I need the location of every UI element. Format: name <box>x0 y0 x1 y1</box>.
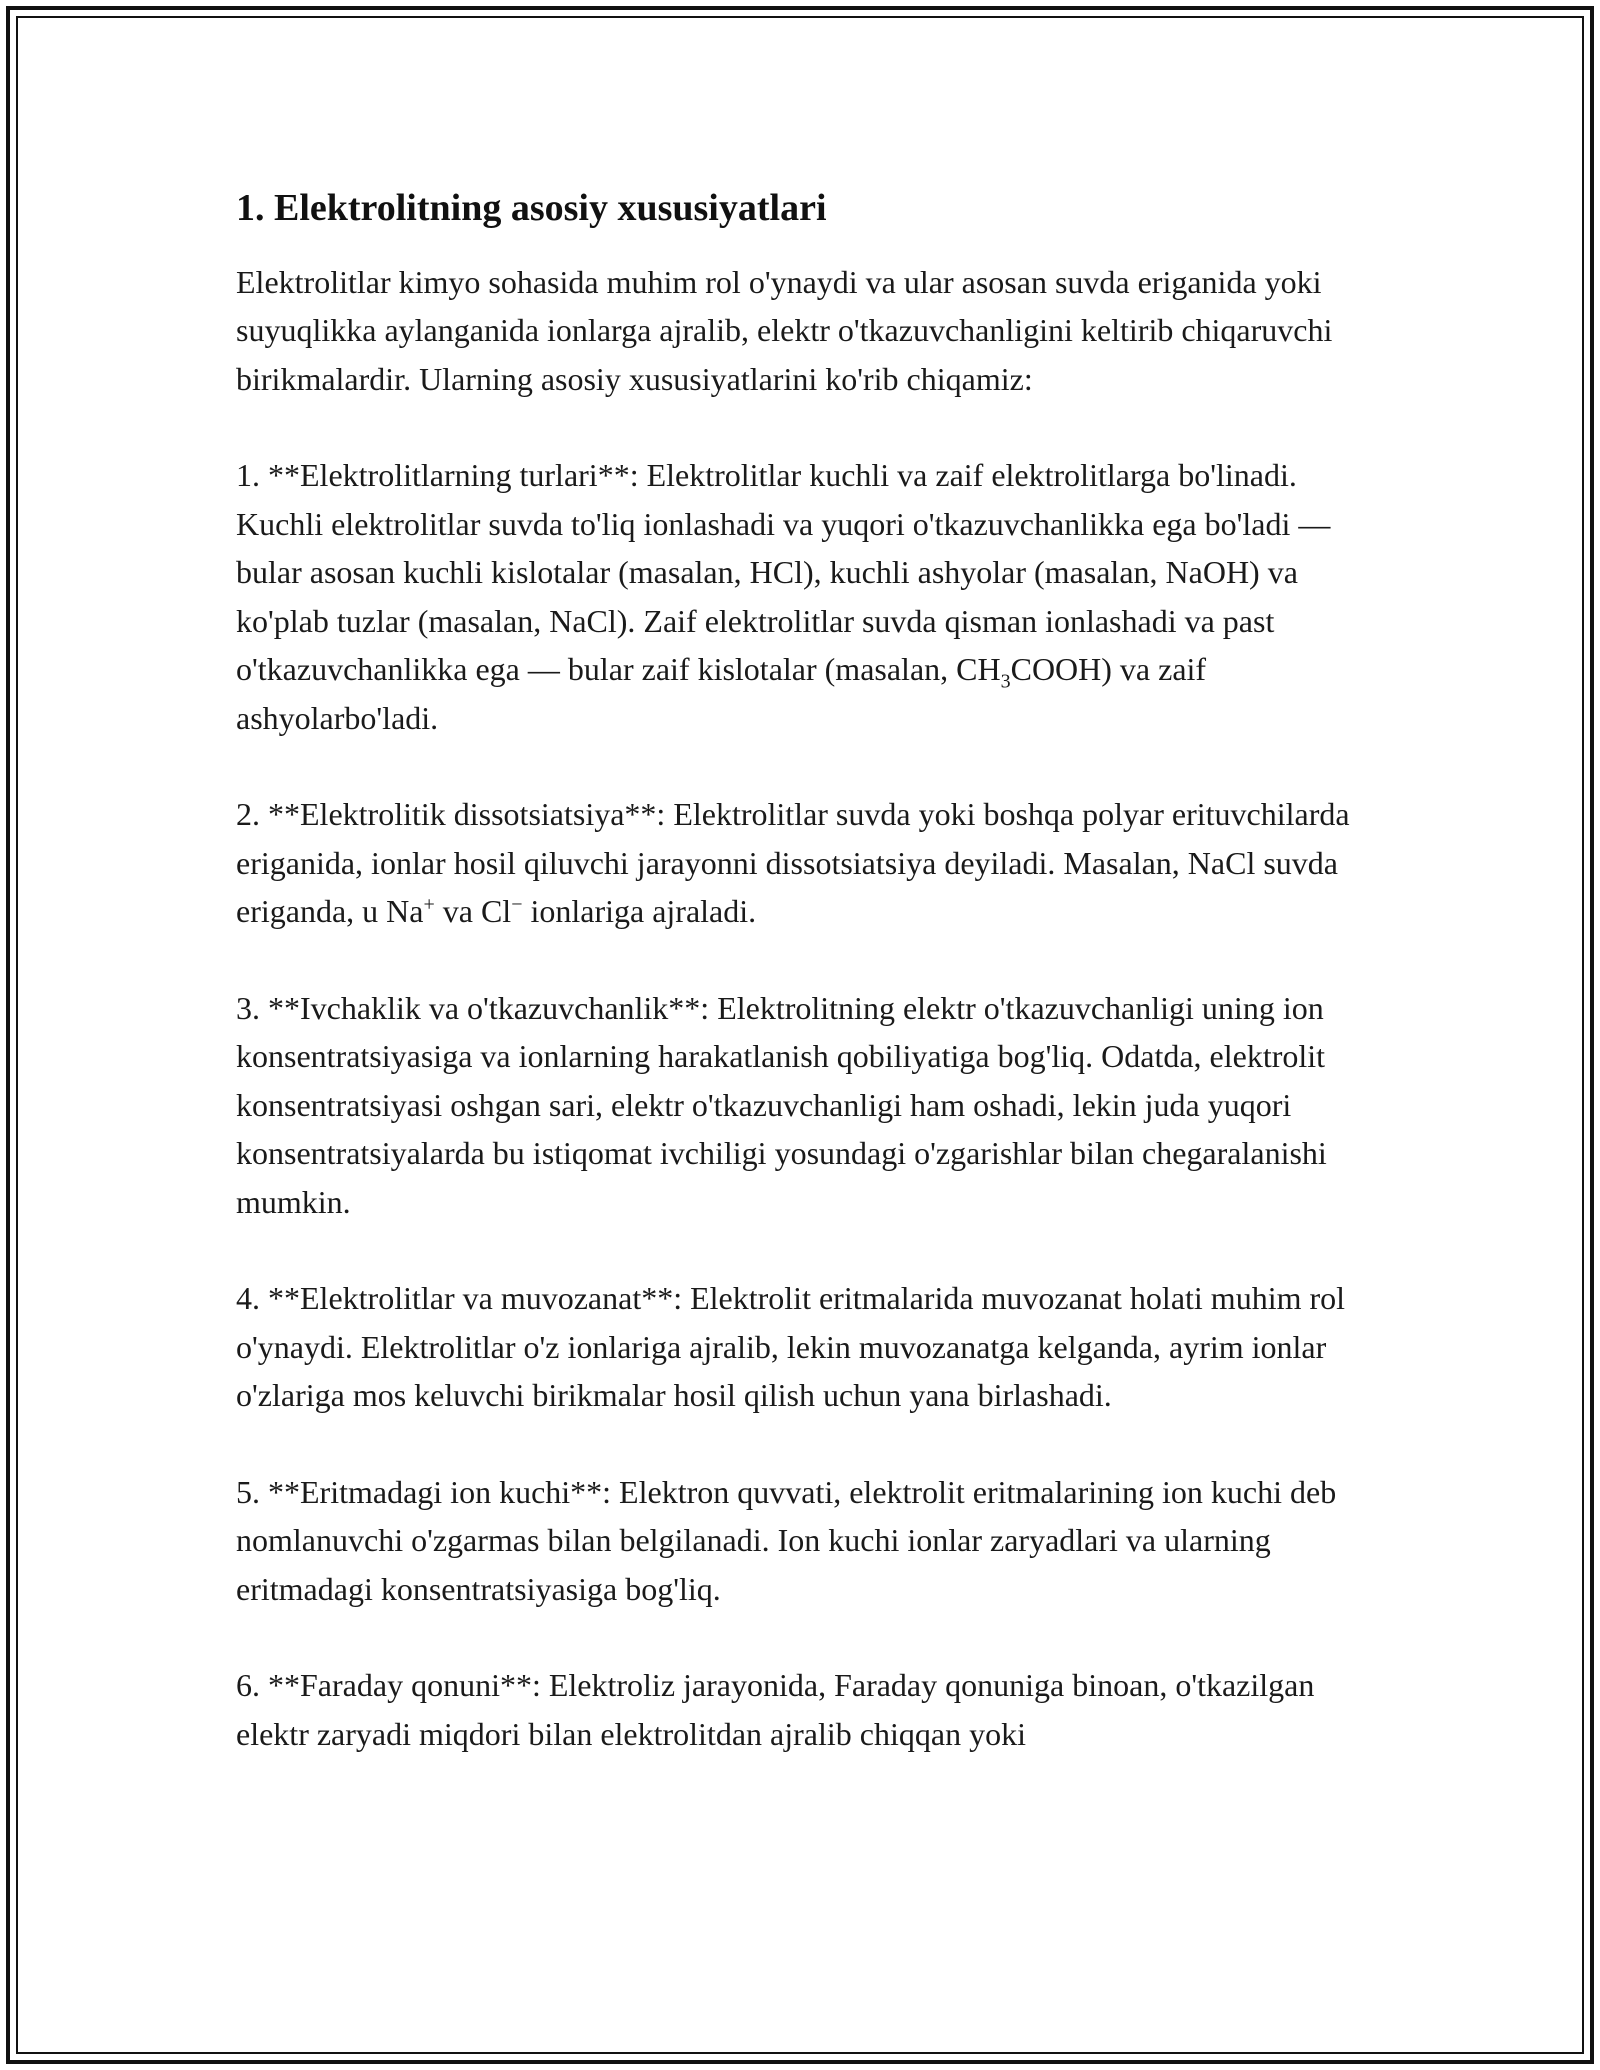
list-item-ionic-strength: 5. **Eritmadagi ion kuchi**: Elektron quvvati, elektrolit eritmalarining ion kuchi deb nomlanuvchi o'zgarmas bilan belgilanadi. Ion kuchi ionlar zaryadlari va ularning eritmadagi konsentratsiyasiga bog'liq. <box>236 1473 1337 1607</box>
list-item-electrolyte-types <box>236 451 1386 742</box>
list-item-equilibrium: 4. **Elektrolitlar va muvozanat**: Elektrolit eritmalarida muvozanat holati muhim rol o'ynaydi. Elektrolitlar o'z ionlariga ajralib, lekin muvozanatga kelganda, ayrim ionlar o'zlariga mos keluvchi birikmalar hosil qilish uchun yana birlashadi. <box>236 1280 1346 1414</box>
item2-text-b: va Cl <box>434 893 512 930</box>
item2-text-a: 2. **Elektrolitik dissotsiatsiya**: Elektrolitlar suvda yoki boshqa polyar erituvchilarda eriganida, ionlar hosil qiluvchi jarayonni dissotsiatsiya deyiladi. Masalan, NaCl suvda eriganda, u Na <box>236 796 1350 930</box>
intro-paragraph: Elektrolitlar kimyo sohasida muhim rol o'ynaydi va ular asosan suvda eriganida yoki suyuqlikka aylanganida ionlarga ajralib, elektr o'tkazuvchanligini keltirib chiqaruvchi birikmalardir. Ularning asosiy xususiyatlarini ko'rib chiqamiz: <box>236 263 1333 397</box>
superscript-plus: + <box>423 893 435 916</box>
list-item-faraday-law: 6. **Faraday qonuni**: Elektroliz jarayonida, Faraday qonuniga binoan, o'tkazilgan elektr zaryadi miqdori bilan elektrolitdan ajralib chiqqan yoki <box>236 1667 1315 1752</box>
list-item-conductivity: 3. **Ivchaklik va o'tkazuvchanlik**: Elektrolitning elektr o'tkazuvchanligi uning ion konsentratsiyasiga va ionlarning harakatlanish qobiliyatiga bog'liq. Odatda, elektrolit konsentratsiyasi oshgan sari, elektr o'tkazuvchanligi ham oshadi, lekin juda yuqori konsentratsiyalarda bu istiqomat ivchiligi yosundagi o'zgarishlar bilan chegaralanishi mumkin. <box>236 989 1327 1220</box>
document-body <box>236 186 1386 1806</box>
subscript-3: 3 <box>1000 670 1011 693</box>
superscript-minus: − <box>511 893 523 916</box>
list-item-dissociation <box>236 790 1386 936</box>
section-heading: 1. Elektrolitning asosiy xususiyatlari <box>236 187 827 229</box>
item1-text-a: 1. **Elektrolitlarning turlari**: Elektrolitlar kuchli va zaif elektrolitlarga bo'linadi. Kuchli elektrolitlar suvda to'liq ionlashadi va yuqori o'tkazuvchanlikka ega bo'ladi — bular asosan kuchli kislotalar (masalan, HCl), kuchli ashyolar (masalan, NaOH) va ko'plab tuzlar (masalan, NaCl). Zaif elektrolitlar suvda qisman ionlashadi va past o'tkazuvchanlikka ega — bular zaif kislotalar (masalan, CH <box>236 457 1331 688</box>
item1-text-b: COOH) va zaif ashyolarbo'ladi. <box>236 651 1207 736</box>
item2-text-c: ionlariga ajraladi. <box>522 893 757 930</box>
